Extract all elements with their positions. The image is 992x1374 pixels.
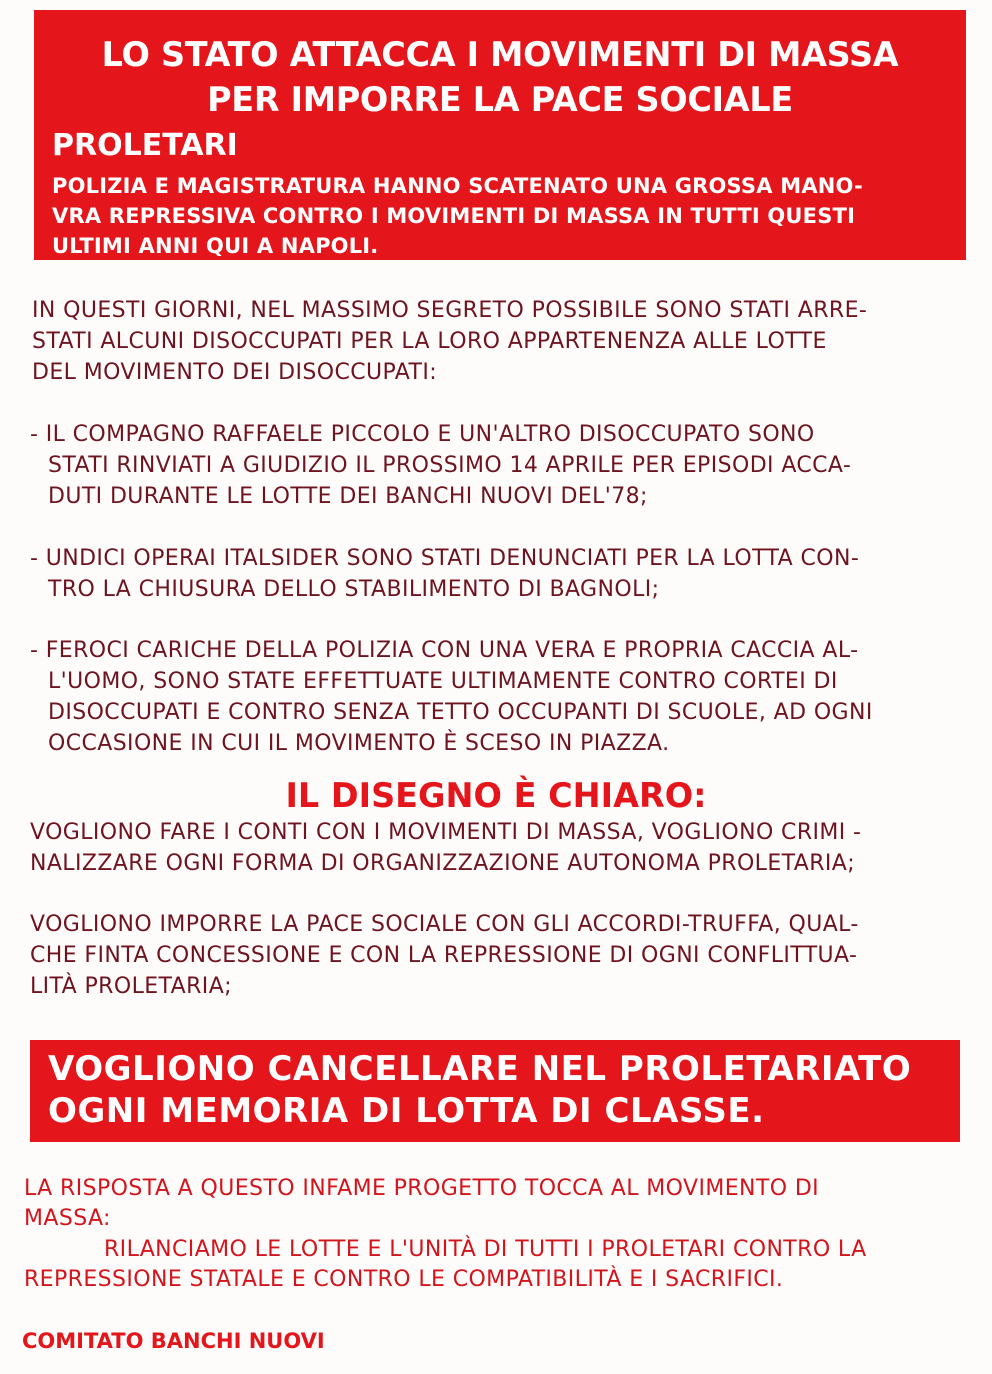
closing-line-2: MASSA:	[24, 1206, 111, 1231]
closing-line-3: RILANCIAMO LE LOTTE E L'UNITÀ DI TUTTI I PROLETARI CONTRO LA	[104, 1237, 867, 1262]
signature: COMITATO BANCHI NUOVI	[22, 1329, 325, 1353]
paragraph-1-line-3: DEL MOVIMENTO DEI DISOCCUPATI:	[32, 360, 438, 385]
paragraph-3-line-3: LITÀ PROLETARIA;	[30, 974, 232, 999]
bottom-banner	[30, 1040, 960, 1142]
item-3-line-4: OCCASIONE IN CUI IL MOVIMENTO È SCESO IN PIAZZA.	[48, 731, 670, 756]
paragraph-3-line-1: VOGLIONO IMPORRE LA PACE SOCIALE CON GLI ACCORDI-TRUFFA, QUAL-	[30, 912, 859, 937]
item-2-line-1: - UNDICI OPERAI ITALSIDER SONO STATI DENUNCIATI PER LA LOTTA CON-	[30, 546, 860, 571]
item-1-line-1: - IL COMPAGNO RAFFAELE PICCOLO E UN'ALTRO DISOCCUPATO SONO	[30, 422, 815, 447]
intro-line-2: VRA REPRESSIVA CONTRO I MOVIMENTI DI MASSA IN TUTTI QUESTI	[52, 204, 856, 228]
item-3-line-2: L'UOMO, SONO STATE EFFETTUATE ULTIMAMENTE CONTRO CORTEI DI	[48, 669, 838, 694]
paragraph-1-line-2: STATI ALCUNI DISOCCUPATI PER LA LORO APPARTENENZA ALLE LOTTE	[32, 329, 827, 354]
bottom-banner-line-1: VOGLIONO CANCELLARE NEL PROLETARIATO	[48, 1049, 912, 1089]
bottom-banner-line-2: OGNI MEMORIA DI LOTTA DI CLASSE.	[48, 1091, 765, 1131]
subhead-proletari: PROLETARI	[52, 128, 238, 163]
closing-line-1: LA RISPOSTA A QUESTO INFAME PROGETTO TOCCA AL MOVIMENTO DI	[24, 1176, 820, 1201]
item-3-line-3: DISOCCUPATI E CONTRO SENZA TETTO OCCUPANTI DI SCUOLE, AD OGNI	[48, 700, 873, 725]
top-banner	[34, 10, 966, 260]
headline-line-1: LO STATO ATTACCA I MOVIMENTI DI MASSA	[101, 35, 899, 75]
paragraph-3-line-2: CHE FINTA CONCESSIONE E CON LA REPRESSIONE DI OGNI CONFLITTUA-	[30, 943, 858, 968]
headline-line-2: PER IMPORRE LA PACE SOCIALE	[207, 80, 793, 120]
paragraph-2-line-2: NALIZZARE OGNI FORMA DI ORGANIZZAZIONE AUTONOMA PROLETARIA;	[30, 851, 856, 876]
intro-line-1: POLIZIA E MAGISTRATURA HANNO SCATENATO UNA GROSSA MANO-	[52, 174, 863, 198]
item-2-line-2: TRO LA CHIUSURA DELLO STABILIMENTO DI BAGNOLI;	[48, 577, 660, 602]
item-1-line-2: STATI RINVIATI A GIUDIZIO IL PROSSIMO 14 APRILE PER EPISODI ACCA-	[48, 453, 852, 478]
closing-line-4: REPRESSIONE STATALE E CONTRO LE COMPATIBILITÀ E I SACRIFICI.	[24, 1267, 784, 1292]
mid-heading: IL DISEGNO È CHIARO:	[285, 776, 707, 816]
paragraph-2-line-1: VOGLIONO FARE I CONTI CON I MOVIMENTI DI MASSA, VOGLIONO CRIMI -	[30, 820, 862, 845]
paragraph-1-line-1: IN QUESTI GIORNI, NEL MASSIMO SEGRETO POSSIBILE SONO STATI ARRE-	[32, 298, 868, 323]
item-1-line-3: DUTI DURANTE LE LOTTE DEI BANCHI NUOVI DEL'78;	[48, 484, 648, 509]
item-3-line-1: - FEROCI CARICHE DELLA POLIZIA CON UNA VERA E PROPRIA CACCIA AL-	[30, 638, 859, 663]
intro-line-3: ULTIMI ANNI QUI A NAPOLI.	[52, 234, 379, 258]
